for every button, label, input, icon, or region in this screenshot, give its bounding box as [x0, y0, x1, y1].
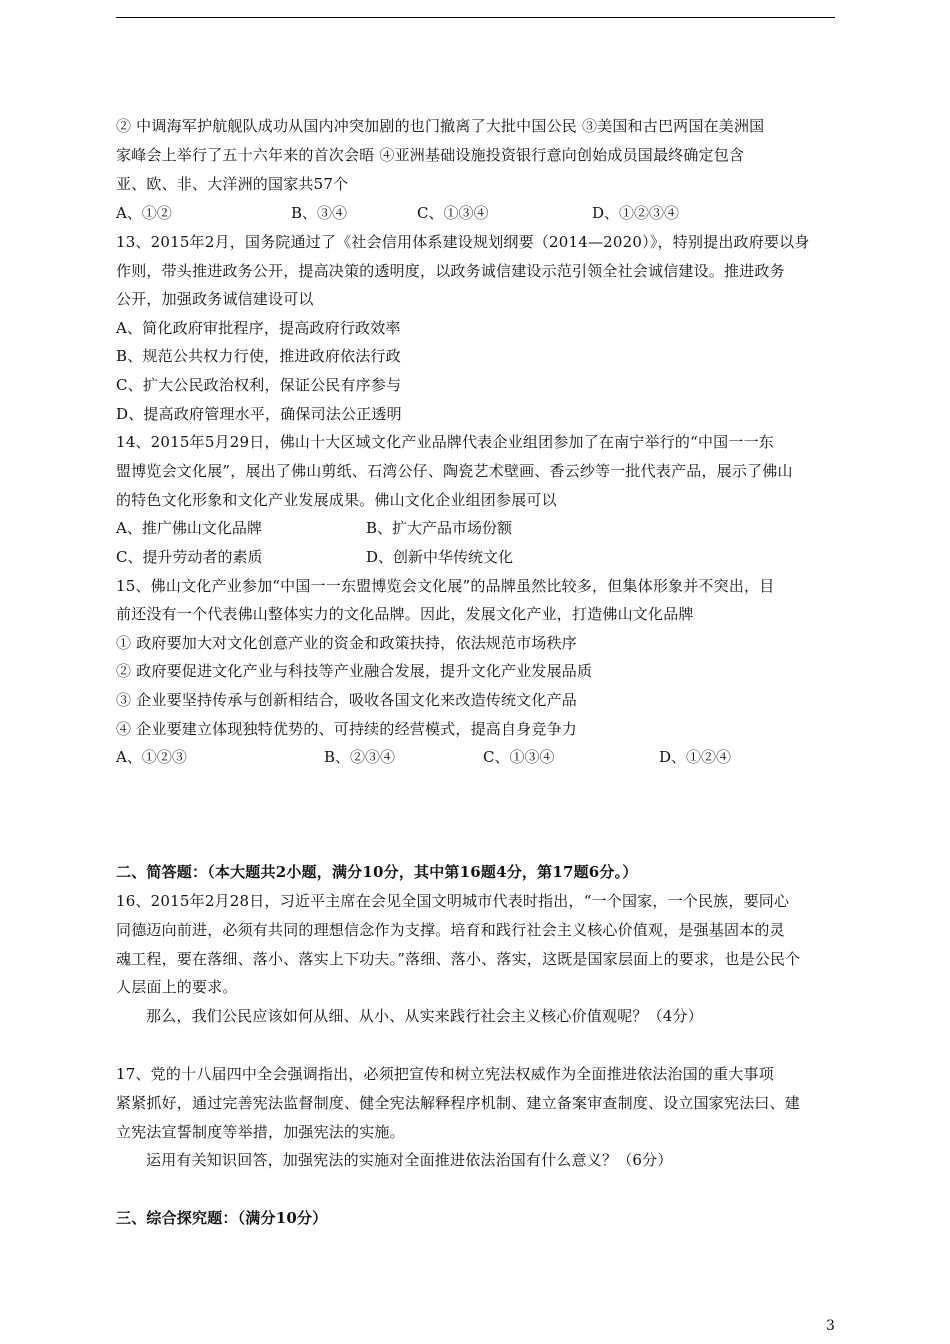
q14-line-3: 的特色文化形象和文化产业发展成果。佛山文化企业组团参展可以 — [116, 491, 557, 509]
q14-line-2: 盟博览会文化展”，展出了佛山剪纸、石湾公仔、陶瓷艺术壁画、香云纱等一批代表产品，展示了佛山 — [116, 462, 793, 480]
q17-line-3: 立宪法宣誓制度等举措，加强宪法的实施。 — [116, 1123, 405, 1141]
q15-option-a: A、①②③ — [116, 748, 187, 766]
q16-prompt: 那么，我们公民应该如何从细、从小、从实来践行社会主义核心价值观呢？（4分） — [146, 1007, 703, 1025]
q12-option-b: B、③④ — [291, 204, 348, 222]
q12-option-d: D、①②③④ — [592, 204, 680, 222]
section-2-heading: 二、简答题：（本大题共2小题，满分10分，其中第16题4分，第17题6分。） — [116, 863, 638, 881]
q17-line-2: 紧紧抓好，通过完善宪法监督制度、健全宪法解释程序机制、建立备案审查制度、设立国家宪法曰、建 — [116, 1094, 801, 1112]
q12-option-c: C、①③④ — [417, 204, 489, 222]
q16-line-1: 16、2015年2月28日，习近平主席在会见全国文明城市代表时指出，“一个国家，一个民族，要同心 — [116, 892, 790, 910]
q13-line-2: 作则，带头推进政务公开，提高决策的透明度，以政务诚信建设示范引领全社会诚信建设。推进政务 — [116, 262, 785, 280]
q13-option-a: A、简化政府审批程序，提高政府行政效率 — [116, 319, 401, 337]
q14-line-1: 14、2015年5月29日，佛山十大区域文化产业品牌代表企业组团参加了在南宁举行的“中国一一东 — [116, 433, 774, 451]
q16-line-4: 人层面上的要求。 — [116, 978, 238, 996]
q15-statement-2: ② 政府要促进文化产业与科技等产业融合发展，提升文化产业发展品质 — [116, 662, 593, 680]
q15-option-b: B、②③④ — [324, 748, 396, 766]
q13-option-d: D、提高政府管理水平，确保司法公正透明 — [116, 405, 402, 423]
q16-line-3: 魂工程，要在落细、落小、落实上下功夫。”落细、落小、落实，这既是国家层面上的要求，也是公民个 — [116, 950, 801, 968]
q13-option-b: B、规范公共权力行使，推进政府依法行政 — [116, 347, 401, 365]
q14-option-a: A、推广佛山文化品牌 — [116, 519, 262, 537]
q12-line-3: 亚、欧、非、大洋洲的国家共57个 — [116, 175, 349, 193]
header-rule — [116, 17, 835, 18]
page-number: 3 — [826, 1318, 835, 1334]
q17-prompt: 运用有关知识回答，加强宪法的实施对全面推进依法治国有什么意义？（6分） — [146, 1151, 673, 1169]
q12-option-a: A、①② — [116, 204, 172, 222]
q15-option-d: D、①②④ — [659, 748, 732, 766]
q14-option-b: B、扩大产品市场份额 — [366, 519, 513, 537]
q14-option-d: D、创新中华传统文化 — [366, 548, 514, 566]
q13-line-1: 13、2015年2月，国务院通过了《社会信用体系建设规划纲要（2014—2020）》，特别提出政府要以身 — [116, 233, 810, 251]
q12-line-2: 家峰会上举行了五十六年来的首次会晤 ④亚洲基础设施投资银行意向创始成员国最终确定包含 — [116, 146, 745, 164]
q15-line-1: 15、佛山文化产业参加“中国一一东盟博览会文化展”的品牌虽然比较多，但集体形象并不突出，目 — [116, 577, 775, 595]
q15-line-2: 前还没有一个代表佛山整体实力的文化品牌。因此，发展文化产业，打造佛山文化品牌 — [116, 605, 694, 623]
q15-statement-4: ④ 企业要建立体现独特优势的、可持续的经营模式，提高自身竞争力 — [116, 720, 577, 738]
q17-line-1: 17、党的十八届四中全会强调指出，必须把宣传和树立宪法权威作为全面推进依法治国的重大事项 — [116, 1065, 774, 1083]
q12-line-1: ② 中调海军护航舰队成功从国内冲突加剧的也门撤离了大批中国公民 ③美国和古巴两国在美洲国 — [116, 117, 765, 135]
q13-line-3: 公开，加强政务诚信建设可以 — [116, 290, 314, 308]
q16-line-2: 同德迈向前进，必须有共同的理想信念作为支撑。培育和践行社会主义核心价值观，是强基固本的灵 — [116, 921, 785, 939]
q13-option-c: C、扩大公民政治权利，保证公民有序参与 — [116, 376, 402, 394]
q14-option-c: C、提升劳动者的素质 — [116, 548, 263, 566]
q15-option-c: C、①③④ — [483, 748, 555, 766]
section-3-heading: 三、综合探究题：（满分10分） — [116, 1209, 328, 1227]
q15-statement-3: ③ 企业要坚持传承与创新相结合，吸收各国文化来改造传统文化产品 — [116, 691, 577, 709]
q15-statement-1: ① 政府要加大对文化创意产业的资金和政策扶持，依法规范市场秩序 — [116, 634, 577, 652]
